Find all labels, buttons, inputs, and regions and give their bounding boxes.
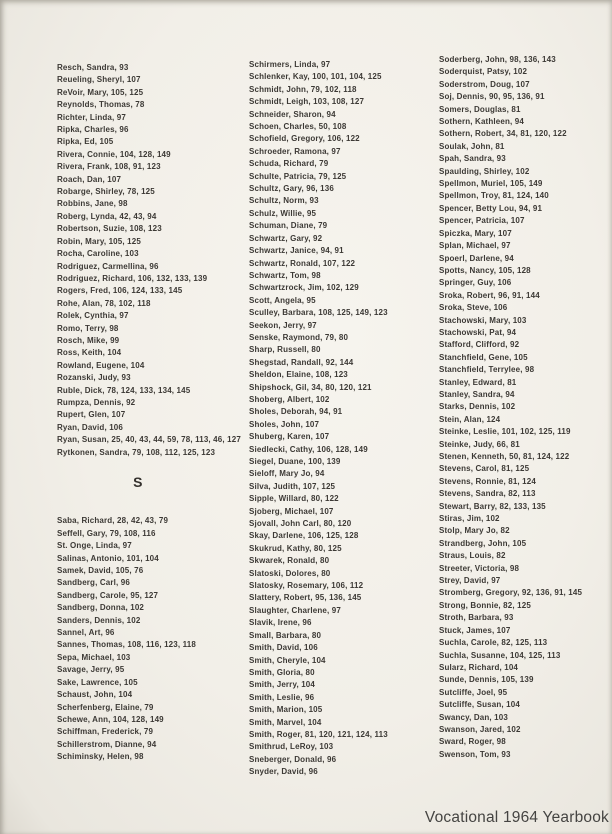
index-entry: Steinke, Leslie, 101, 102, 125, 119 [439,427,571,437]
index-entry: Somers, Douglas, 81 [439,104,521,114]
index-entry: Stevens, Sandra, 82, 113 [439,489,536,499]
index-entry: Stanchfield, Gene, 105 [439,352,528,362]
index-entry: Slatoski, Dolores, 80 [249,568,331,578]
index-entry: Spah, Sandra, 93 [439,154,506,164]
index-entry: Richter, Linda, 97 [57,112,126,122]
index-entry: Ripka, Ed, 105 [57,137,114,147]
index-entry: Schofield, Gregory, 106, 122 [249,134,360,144]
index-entry: Straus, Louis, 82 [439,551,506,561]
index-entry: Shipshock, Gil, 34, 80, 120, 121 [249,382,372,392]
index-entry: Rosch, Mike, 99 [57,335,120,345]
index-entry: Ryan, Susan, 25, 40, 43, 44, 59, 78, 113, 46, 127 [57,435,241,445]
index-entry: Shoberg, Albert, 102 [249,394,330,404]
index-entry: Schwartz, Ronald, 107, 122 [249,258,356,268]
index-entry: Swancy, Dan, 103 [439,712,508,722]
index-entry: Sothern, Robert, 34, 81, 120, 122 [439,129,567,139]
index-entry: Silva, Judith, 107, 125 [249,481,336,491]
index-entry: Rolek, Cynthia, 97 [57,311,129,321]
index-entry: Schmidt, John, 79, 102, 118 [249,84,357,94]
index-entry: Smith, Leslie, 96 [249,692,315,702]
index-entries [439,54,609,761]
index-entry: Stevens, Ronnie, 81, 124 [439,476,536,486]
index-entry: Smithrud, LeRoy, 103 [249,742,334,752]
index-entry: Spencer, Patricia, 107 [439,216,525,226]
index-entries-r-section [57,62,249,459]
index-entry: Savage, Jerry, 95 [57,665,125,675]
index-entry: Siedlecki, Cathy, 106, 128, 149 [249,444,368,454]
index-entry: Stenen, Kenneth, 50, 81, 124, 122 [439,452,570,461]
index-entry: Romo, Terry, 98 [57,323,119,333]
index-entry: ReVoir, Mary, 105, 125 [57,87,144,97]
index-entry: Skay, Darlene, 106, 125, 128 [249,531,359,541]
index-entry: Stewart, Barry, 82, 133, 135 [439,501,546,511]
index-entry: Schwartzrock, Jim, 102, 129 [249,283,359,293]
index-entry: Rupert, Glen, 107 [57,410,126,420]
index-entry: Springer, Guy, 106 [439,278,512,288]
index-entry: Senske, Raymond, 79, 80 [249,332,349,342]
index-entry: Schoen, Charles, 50, 108 [249,122,347,132]
index-entry: Stafford, Clifford, 92 [439,340,520,350]
index-entry: Sculley, Barbara, 108, 125, 149, 123 [249,308,388,318]
index-entry: Skukrud, Kathy, 80, 125 [249,543,342,553]
index-entries-s-section [57,515,249,763]
index-entry: Slatosky, Rosemary, 106, 112 [249,581,364,591]
index-entry: Smith, Roger, 81, 120, 121, 124, 113 [249,729,388,739]
index-column-1 [57,54,249,779]
index-entry: Siegel, Duane, 100, 139 [249,457,341,466]
index-entry: Reueling, Sheryl, 107 [57,75,141,85]
index-entry: Suchla, Carole, 82, 125, 113 [439,638,548,648]
index-entry: Slattery, Robert, 95, 136, 145 [249,593,362,603]
index-entry: Schlenker, Kay, 100, 101, 104, 125 [249,72,382,82]
index-entry: Schwartz, Tom, 98 [249,270,321,280]
index-entry: Steinke, Judy, 66, 81 [439,439,520,449]
index-entry: Spellmon, Muriel, 105, 149 [439,179,543,189]
index-entry: Stromberg, Gregory, 92, 136, 91, 145 [439,588,583,598]
index-entry: Schiffman, Frederick, 79 [57,727,154,737]
index-entry: Rodriguez, Richard, 106, 132, 133, 139 [57,273,208,283]
index-entry: Sularz, Richard, 104 [439,662,519,672]
index-entry: Stroth, Barbara, 93 [439,613,514,623]
index-entry: Stanchfield, Terrylee, 98 [439,365,535,375]
index-entry: Strong, Bonnie, 82, 125 [439,600,531,610]
index-entry: Sroka, Robert, 96, 91, 144 [439,290,540,300]
index-entry: Stiras, Jim, 102 [439,514,500,524]
index-entry: Sjoberg, Michael, 107 [249,506,334,516]
index-columns [57,54,609,779]
index-entry: Suchla, Susanne, 104, 125, 113 [439,650,561,660]
index-entry: Soderquist, Patsy, 102 [439,67,528,77]
index-entry: Sward, Roger, 98 [439,737,506,747]
index-entry: Stanley, Edward, 81 [439,377,517,387]
index-entry: Spoerl, Darlene, 94 [439,253,514,263]
index-entry: Shuberg, Karen, 107 [249,432,330,442]
index-entry: Ryan, David, 106 [57,422,123,432]
index-entry: Roach, Dan, 107 [57,174,122,184]
index-entry: Resch, Sandra, 93 [57,63,129,72]
index-entry: Starks, Dennis, 102 [439,402,516,412]
index-entry: Rohe, Alan, 78, 102, 118 [57,298,151,308]
index-entry: Schewe, Ann, 104, 128, 149 [57,714,164,724]
index-entry: Smith, Jerry, 104 [249,680,315,690]
index-entry: Scherfenberg, Elaine, 79 [57,702,154,712]
index-entry: Sroka, Steve, 106 [439,303,508,313]
index-entry: Schultz, Gary, 96, 136 [249,184,334,194]
index-entry: Sieloff, Mary Jo, 94 [249,469,325,479]
index-entry: Rowland, Eugene, 104 [57,360,145,370]
index-entry: Sutcliffe, Susan, 104 [439,700,520,710]
index-entry: Rozanski, Judy, 93 [57,373,131,383]
index-entry: Slavik, Irene, 96 [249,618,312,628]
index-entry: Saba, Richard, 28, 42, 43, 79 [57,516,169,526]
index-entry: Sunde, Dennis, 105, 139 [439,675,534,685]
index-entry: Schuda, Richard, 79 [249,159,329,169]
index-entry: Sandberg, Carl, 96 [57,578,130,588]
index-entry: Spencer, Betty Lou, 94, 91 [439,203,543,213]
index-entry: Sholes, Deborah, 94, 91 [249,407,343,417]
index-entry: Spaulding, Shirley, 102 [439,166,530,176]
index-entry: Scott, Angela, 95 [249,295,316,305]
index-entry: Sake, Lawrence, 105 [57,677,138,687]
index-entry: Sannel, Art, 96 [57,628,115,638]
index-entry: Spiczka, Mary, 107 [439,228,512,238]
index-entry: Smith, Marion, 105 [249,705,323,715]
index-entry: Schuman, Diane, 79 [249,221,328,231]
index-entry: Samek, David, 105, 76 [57,566,144,576]
index-entry: Sandberg, Carole, 95, 127 [57,590,159,600]
index-entry: Small, Barbara, 80 [249,630,322,640]
index-entry: Rocha, Caroline, 103 [57,249,139,259]
index-entry: Stuck, James, 107 [439,625,511,635]
index-entry: Rivera, Frank, 108, 91, 123 [57,162,161,172]
index-entry: Sjovall, John Carl, 80, 120 [249,519,352,529]
index-entry: Schillerstrom, Dianne, 94 [57,739,157,749]
index-entry: Schroeder, Ramona, 97 [249,146,341,156]
index-entry: Robbins, Jane, 98 [57,199,128,209]
index-entry: Rivera, Connie, 104, 128, 149 [57,149,171,159]
index-entry: Soulak, John, 81 [439,141,505,151]
index-entry: Reynolds, Thomas, 78 [57,100,145,110]
index-entry: Slaughter, Charlene, 97 [249,605,341,615]
section-letter-heading: S [133,474,143,490]
index-entry: Strey, David, 97 [439,576,501,586]
index-entry: Schwartz, Janice, 94, 91 [249,246,344,256]
index-entry: Splan, Michael, 97 [439,241,511,251]
index-entry: Snyder, David, 96 [249,767,318,777]
index-entry: Swanson, Jared, 102 [439,724,521,734]
index-entry: St. Onge, Linda, 97 [57,541,132,551]
index-entry: Sneberger, Donald, 96 [249,754,337,764]
index-entry: Stachowski, Mary, 103 [439,315,527,325]
index-entry: Rumpza, Dennis, 92 [57,397,136,407]
index-entry: Smith, David, 106 [249,643,318,653]
index-entry: Schiminsky, Helen, 98 [57,752,144,762]
index-entry: Sharp, Russell, 80 [249,345,321,355]
index-entry: Stolp, Mary Jo, 82 [439,526,510,536]
index-entry: Robin, Mary, 105, 125 [57,236,141,246]
index-entry: Stein, Alan, 124 [439,414,501,424]
index-entry: Sholes, John, 107 [249,419,320,429]
index-entry: Spellmon, Troy, 81, 124, 140 [439,191,549,201]
index-entry: Schultz, Norm, 93 [249,196,319,206]
index-entry: Schwartz, Gary, 92 [249,233,323,243]
index-entry: Schaust, John, 104 [57,690,133,700]
index-entry: Ripka, Charles, 96 [57,125,129,135]
index-entry: Smith, Cheryle, 104 [249,655,326,665]
index-entry: Soderstrom, Doug, 107 [439,79,530,89]
index-entry: Seffell, Gary, 79, 108, 116 [57,528,156,538]
index-entry: Roberg, Lynda, 42, 43, 94 [57,211,157,221]
index-entry: Robarge, Shirley, 78, 125 [57,187,155,197]
index-entry: Sipple, Willard, 80, 122 [249,494,339,504]
index-entry: Rytkonen, Sandra, 79, 108, 112, 125, 123 [57,447,216,457]
index-entry: Streeter, Victoria, 98 [439,563,520,573]
index-entry: Skwarek, Ronald, 80 [249,556,330,566]
index-entry: Strandberg, John, 105 [439,538,527,548]
index-entry: Sanders, Dennis, 102 [57,615,141,625]
index-entry: Soderberg, John, 98, 136, 143 [439,55,556,64]
index-entry: Ruble, Dick, 78, 124, 133, 134, 145 [57,385,191,395]
index-entry: Sandberg, Donna, 102 [57,603,145,613]
index-entry: Seekon, Jerry, 97 [249,320,317,330]
index-entry: Sannes, Thomas, 108, 116, 123, 118 [57,640,196,650]
index-column-3 [439,54,609,779]
index-entry: Schneider, Sharon, 94 [249,109,336,119]
index-entry: Schulte, Patricia, 79, 125 [249,171,347,181]
index-entry: Rogers, Fred, 106, 124, 133, 145 [57,286,183,296]
index-entry: Schulz, Willie, 95 [249,208,317,218]
index-entry: Swenson, Tom, 93 [439,749,511,759]
index-entry: Smith, Gloria, 80 [249,667,315,677]
index-entry: Robertson, Suzie, 108, 123 [57,224,162,234]
index-entry: Stachowski, Pat, 94 [439,327,517,337]
index-entry: Sothern, Kathleen, 94 [439,117,524,127]
caption-label: Vocational 1964 Yearbook [424,809,609,826]
index-entry: Ross, Keith, 104 [57,348,122,358]
index-column-2 [249,54,439,779]
index-entry: Sheldon, Elaine, 108, 123 [249,370,348,380]
index-entry: Sepa, Michael, 103 [57,652,131,662]
index-entry: Shegstad, Randall, 92, 144 [249,357,354,367]
index-entry: Smith, Marvel, 104 [249,717,322,727]
index-entry: Salinas, Antonio, 101, 104 [57,553,159,563]
index-entries [249,59,439,779]
index-entry: Stanley, Sandra, 94 [439,389,515,399]
index-entry: Stevens, Carol, 81, 125 [439,464,530,474]
index-entry: Schmidt, Leigh, 103, 108, 127 [249,97,365,107]
index-entry: Soj, Dennis, 90, 95, 136, 91 [439,92,545,102]
index-entry: Schirmers, Linda, 97 [249,60,331,69]
index-entry: Sutcliffe, Joel, 95 [439,687,508,697]
index-entry: Spotts, Nancy, 105, 128 [439,265,531,275]
index-entry: Rodriguez, Carmellina, 96 [57,261,159,271]
